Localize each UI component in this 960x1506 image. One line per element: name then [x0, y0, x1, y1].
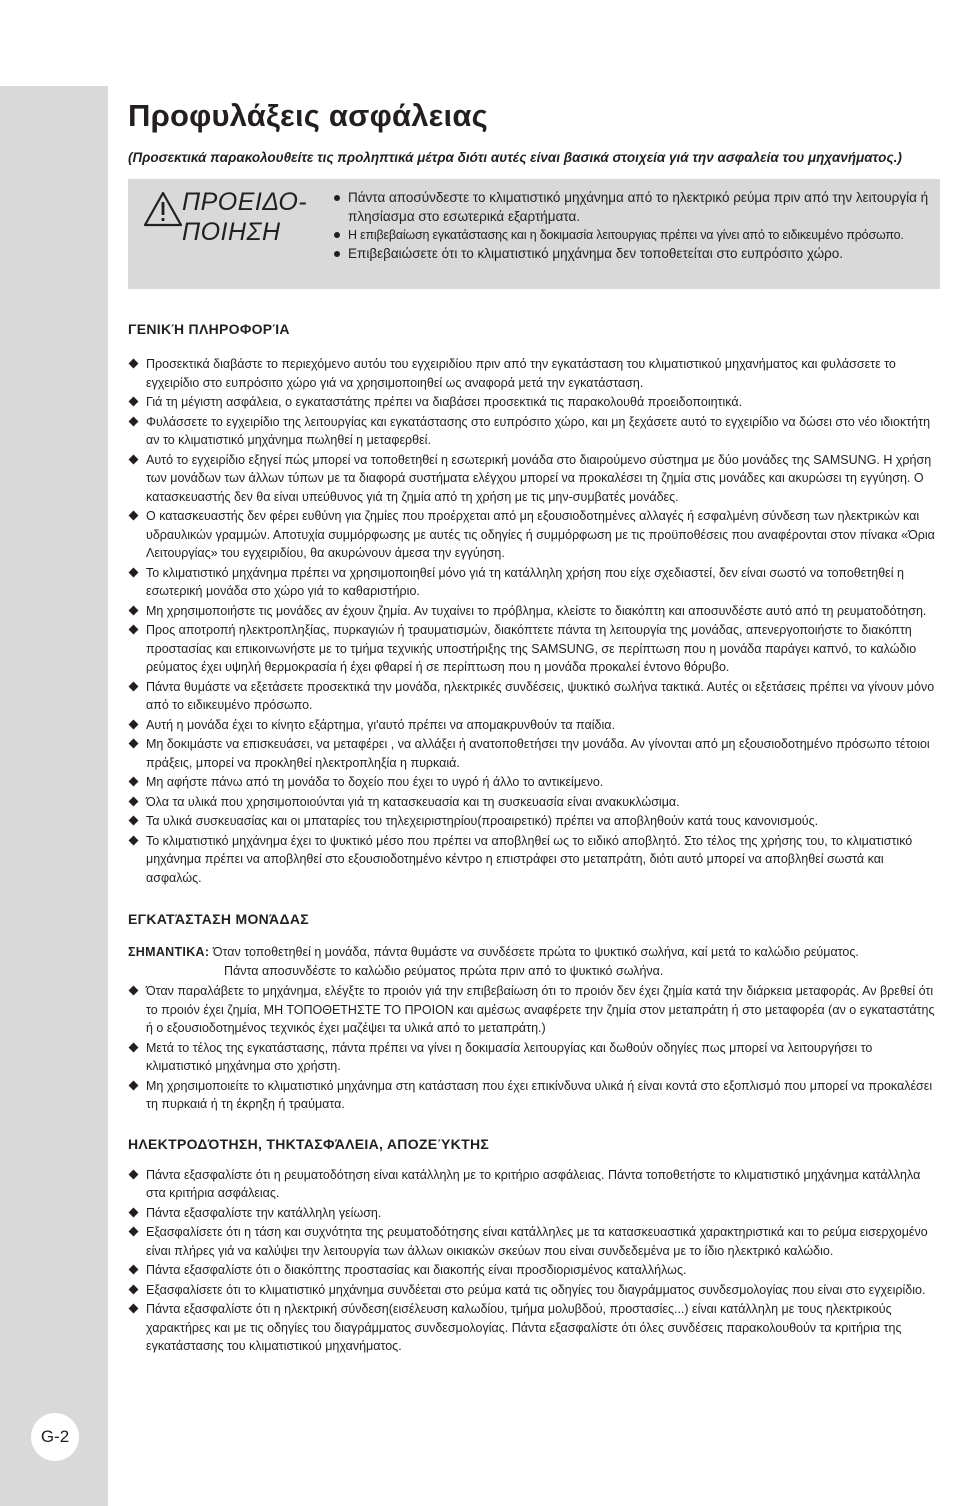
list-item: Πάντα εξασφαλίστε ότι ο διακόπτης προστασίας και διακοπής είναι προσδιορισμένος καταλλήλως.: [128, 1261, 940, 1280]
warning-triangle-icon: [143, 191, 183, 227]
list-item: Ο κατασκευαστής δεν φέρει ευθύνη για ζημίες που προέρχεται από μη εξουσιοδοτημένες αλλαγές ή εσφαλμένη σύνδεση των ηλεκτρικών και υδραυλικών γραμμών. Αποτυχία συμμόρφωσης με αυτές τις οδηγίες ή συμμόρφωση με τις προϋποθέσεις που αναφέρονται στον πίνακα «Όρια Λειτουργίας» του εγχειριδίου, θα ακυρώνουν άμεσα την εγγύηση.: [128, 507, 940, 563]
warning-item: Η επιβεβαίωση εγκατάστασης και η δοκιμασία λειτουργιας πρέπει να γίνει από το ειδικευμένο πρόσωπο.: [334, 226, 944, 245]
left-margin-bar: [0, 0, 108, 1506]
installation-heading: ΕΓΚΑΤΆΣΤΑΣΗ ΜΟΝΆΔΑΣ: [128, 911, 309, 927]
important-note-line1: Όταν τοποθετηθεί η μονάδα, πάντα θυμάστε να συνδέσετε πρώτα το ψυκτικό σωλήνα, καί μετά το καλώδιο ρεύματος.: [212, 945, 859, 959]
page-title: Προφυλάξεις ασφάλειας: [128, 98, 488, 133]
important-note-line2: Πάντα αποσυνδέστε το καλώδιο ρεύματος πρώτα πριν από το ψυκτικό σωλήνα.: [224, 963, 664, 978]
warning-label: [182, 187, 308, 247]
list-item: Εξασφαλίσετε ότι η τάση και συχνότητα της ρευματοδότησης είναι κατάλληλες με τα κατασκευαστικά χαρακτηριστικά και το ρεύμα εισερχομένο είναι πλήρες γιά να καλύψει την λειτουργία των άλλων οικιακών σκεύων που είναι συνδεδεμένα με το ίδιο ηλεκτρικό καλώδιο.: [128, 1223, 940, 1260]
list-item: Προσεκτικά διαβάστε το περιεχόμενο αυτόυ του εγχειριδίου πριν από την εγκατάσταση του κλιματιστικού μηχανήματος και φυλάσσετε το εγχειρίδιο στο ευπρόσιτο χώρο γιά να χρησιμοποιηθεί ως αναφορά μετά την εγκατάσταση.: [128, 355, 940, 392]
list-item: Το κλιματιστικό μηχάνημα έχει το ψυκτικό μέσο που πρέπει να αποβληθεί ως το ειδικό αποβλητό. Στο τέλος της χρήσης του, το κλιματιστικό μηχάνημα πρέπει να αποβληθεί στο εξουσιοδοτημένο κέντρο η επιστράφει στο μεταπράτη, διότι αυτό μπορεί να αποβληθεί σωστά και ασφαλώς.: [128, 832, 940, 888]
warning-item: Πάντα αποσύνδεστε το κλιματιστικό μηχάνημα από το ηλεκτρικό ρεύμα πριν από την λειτουργία ή πλησίασμα στο εσωτερικά εξαρτήματα.: [334, 189, 944, 226]
list-item: Πάντα θυμάστε να εξετάσετε προσεκτικά την μονάδα, ηλεκτρικές συνδέσεις, ψυκτικό σωλήνα τακτικά. Αυτές οι εξετάσεις πρέπει να γίνουν μόνο από το ειδικευμένο πρόσωπο.: [128, 678, 940, 715]
list-item: Αυτή η μονάδα έχει το κίνητο εξάρτημα, γι'αυτό πρέπει να απομακρυνθούν τα παίδια.: [128, 716, 940, 735]
warning-label-line2: ΠΟΙΗΣΗ: [182, 218, 281, 246]
warning-list: [334, 189, 944, 263]
warning-item: Επιβεβαιώσετε ότι το κλιματιστικό μηχάνημα δεν τοποθετείται στο ευπρόσιτο χώρο.: [334, 245, 944, 264]
warning-label-line1: ΠΡΟΕΙΔΟ-: [182, 188, 308, 216]
list-item: Τα υλικά συσκευασίας και οι μπαταρίες του τηλεχειριστηρίου(προαιρετικό) πρέπει να αποβληθούν κατά τους κανονισμούς.: [128, 812, 940, 831]
list-item: Μη χρησιμοποιήστε τις μονάδες αν έχουν ζημία. Αν τυχαίνει το πρόβλημα, κλείστε το διακόπτη και αποσυνδέστε αυτό από τη ρευματοδότηση.: [128, 602, 940, 621]
list-item: Πάντα εξασφαλίστε ότι η ηλεκτρική σύνδεση(εισέλευση καλωδίου, τμήμα μολυβδού, προστασίες...) είναι κατάλληλη με τους ηλεκτρικούς χαρακτήρες και με τις οδηγίες του διαγράμματος συνδεσμολογίας. Πάντα εξασφαλίστε ότι όλες συνδέσεις παρακολουθούν τα κριτήρια της εγκατάστασης του κλιματιστικού μηχανήματος.: [128, 1300, 940, 1356]
list-item: Αυτό το εγχειρίδιο εξηγεί πώς μπορεί να τοποθετηθεί η εσωτερική μονάδα στο διαιρούμενο σύστημα με δύο μονάδες της SAMSUNG. Η χρήση των μονάδων των άλλων τύπων με τα διαφορά συστήματα ελέγχου μπορεί να προκαλέσει τη ζημία στις μονάδες και ακυρώσει τη εγγύηση. Ο κατασκευαστής δεν θα είναι υπεύθυνος γιά τη ζημία από τη χρήση με τις μην-συμβατές μονάδες.: [128, 451, 940, 507]
warning-box: [128, 179, 940, 289]
list-item: Φυλάσσετε το εγχειρίδιο της λειτουργίας και εγκατάστασης στο ευπρόσιτο χώρο, και μη ξεχάσετε αυτό το εγχειρίδιο να δώσει στο νέο ιδιοκτήτη αν το κλιματιστικό μηχάνημα πωληθεί η μεταφερθεί.: [128, 413, 940, 450]
page-subtitle: (Προσεκτικά παρακολουθείτε τις προληπτικά μέτρα διότι αυτές είναι βασικά στοιχεία γιά την ασφαλεία του μηχανήματος.): [128, 150, 902, 165]
electrical-list: [128, 1166, 940, 1356]
general-heading: ΓΕΝΙΚΉ ΠΛΗΡΟΦΟΡΊΑ: [128, 321, 290, 337]
important-note-label: ΣΗΜΑΝΤΙΚΑ:: [128, 945, 210, 959]
list-item: Προς αποτροπή ηλεκτροπληξίας, πυρκαγιών ή τραυματισμών, διακόπτετε πάντα τη λειτουργία της μονάδας, απενεργοποιήστε το διακόπτη προστασίας και επικοινωνήστε με το τμήμα τεχνικής υποστήριξης της SAMSUNG, σε περίπτωση που η μονάδα παράγει καπνό, το καλώδιο ρεύματος έχει υψηλή θερμοκρασία ή έχει φθαρεί ή σε περίπτωση που η μονάδα προκαλεί έντονο θόρυβο.: [128, 621, 940, 677]
list-item: Μη χρησιμοποιείτε το κλιματιστικό μηχάνημα στη κατάσταση που έχει επικίνδυνα υλικά ή είναι κοντά στο εξοπλισμό που μπορεί να προκαλέσει τη πυρκαιά ή τη έκρηξη ή τραύματα.: [128, 1077, 940, 1114]
important-note: [128, 943, 940, 980]
page-top-margin: [0, 0, 960, 86]
list-item: Μετά το τέλος της εγκατάστασης, πάντα πρέπει να γίνει η δοκιμασία λειτουργίας και δωθούν οδηγίες πως μπορεί να λειτουργήσει το κλιματιστικό μηχάνημα στο χρήστη.: [128, 1039, 940, 1076]
general-list: [128, 355, 940, 887]
electrical-heading: ΗΛΕΚΤΡΟΔΌΤΗΣΗ, ΤΗΚΤΑΣΦΆΛΕΙΑ, ΑΠΟΖΕΎΚΤΗΣ: [128, 1135, 490, 1152]
list-item: Μη αφήστε πάνω από τη μονάδα το δοχείο που έχει το υγρό ή άλλο το αντικείμενο.: [128, 773, 940, 792]
list-item: Το κλιματιστικό μηχάνημα πρέπει να χρησιμοποιηθεί μόνο γιά τη κατάλληλη χρήση που είχε σχεδιαστεί, δεν είναι σωστό να τοποθετηθεί η εσωτερική μονάδα στο χώρο γιά το καθαριστήριο.: [128, 564, 940, 601]
list-item: Όλα τα υλικά που χρησιμοποιούνται γιά τη κατασκευασία και τη συσκευασία είναι ανακυκλώσιμα.: [128, 793, 940, 812]
list-item: Πάντα εξασφαλίστε την κατάλληλη γείωση.: [128, 1204, 940, 1223]
list-item: Μη δοκιμάστε να επισκευάσει, να μεταφέρει , να αλλάξει ή ανατοποθετήσει την μονάδα. Αν γίνονται από μη εξουσιοδοτημένο πρόσωπο τέτοιοι πράξεις, μπορεί να προκληθεί ηλεκτροπληξία η πυρκαιά.: [128, 735, 940, 772]
installation-list: [128, 982, 940, 1114]
page-number: G-2: [31, 1413, 79, 1461]
list-item: Πάντα εξασφαλίστε ότι η ρευματοδότηση είναι κατάλληλη με το κριτήριο ασφάλειας. Πάντα τοποθετήστε το κλιματιστικό μηχάνημα κατάλληλα στα κριτήρια ασφάλειας.: [128, 1166, 940, 1203]
page-content: [128, 98, 940, 1356]
list-item: Γιά τη μέγιστη ασφάλεια, ο εγκαταστάτης πρέπει να διαβάσει προσεκτικά τις παρακολουθά προειδοποιητικά.: [128, 393, 940, 412]
list-item: Όταν παραλάβετε το μηχάνημα, ελέγξτε το προιόν γιά την επιβεβαίωση ότι το προιόν δεν έχει ζημία κατά την διάρκεια μεταφοράς. Αν βρεθεί ότι το προιόν έχει ζημία, ΜΗ ΤΟΠΟΘΕΤΗΣΤΕ ΤΟ ΠΡΟΙΟΝ και αμέσως αναφέρετε την ζημία στον μεταπράτη ή στο μεταφορέα (αν ο εγκαταστάτης ή ο εξουσιοδοτημένος τεχνικός έχει μαζέψει τα υλικά από το μεταπράτη.): [128, 982, 940, 1038]
list-item: Εξασφαλίσετε ότι το κλιματιστικό μηχάνημα συνδέεται στο ρεύμα κατά τις οδηγίες του διαγράμματος συνδεσμολογίας που είναι στο εγχειρίδιο.: [128, 1281, 940, 1300]
